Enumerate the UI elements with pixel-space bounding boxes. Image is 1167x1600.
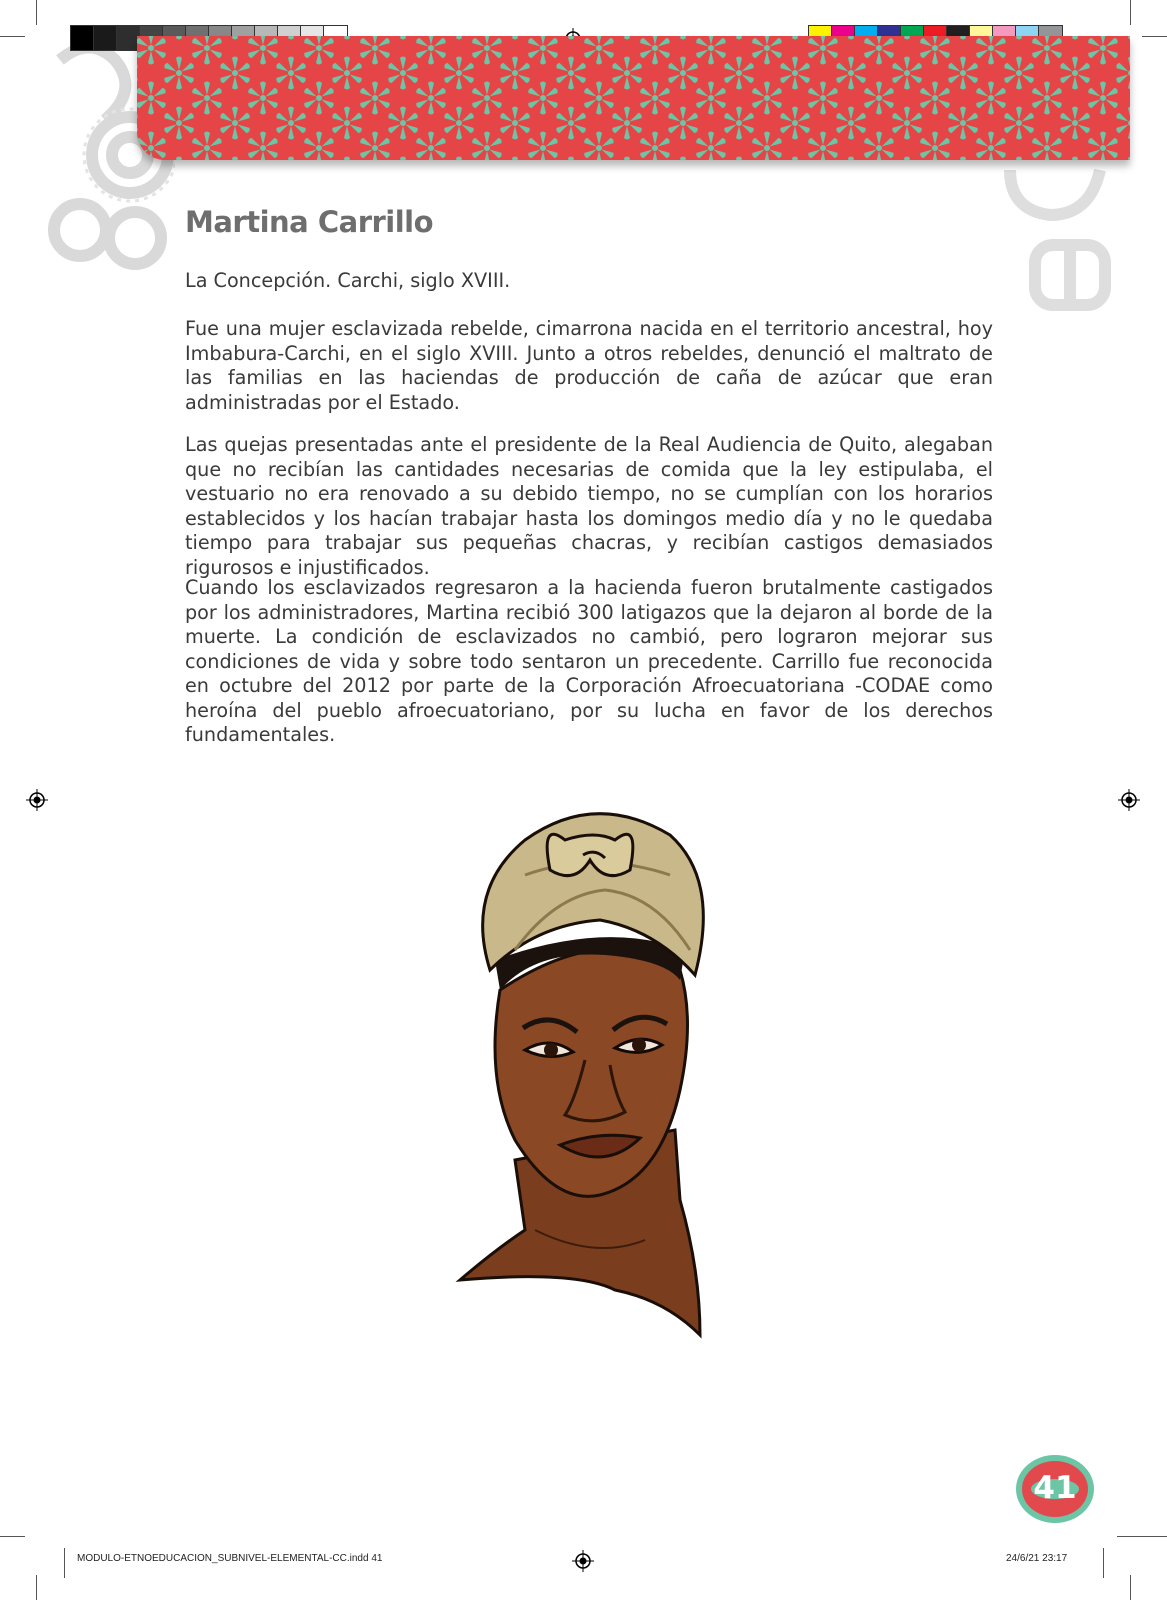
martina-carrillo-portrait: [455, 800, 735, 1340]
swirl-decoration-right: [1000, 160, 1140, 330]
crop-mark: [36, 1575, 37, 1600]
color-swatch: [94, 26, 117, 50]
footer-timestamp: 24/6/21 23:17: [1006, 1553, 1068, 1564]
crop-mark: [0, 36, 25, 37]
registration-mark-icon: [26, 789, 48, 811]
crop-mark: [1117, 1536, 1167, 1537]
crop-mark: [0, 1536, 25, 1537]
crop-mark: [64, 1548, 65, 1578]
paragraph-2: Las quejas presentadas ante el presidente de la Real Audiencia de Quito, alegaban que no recibían las cantidades necesarias de comida que la ley estipulaba, el vestuario no era renovado a su debido tiempo, no se cumplían con los horarios establecidos y los hacían trabajar hasta los domingos medio día y no le quedaba tiempo para trabajar sus pequeñas chacras, y recibían castigos demasiados rigurosos e injustificados.: [185, 433, 993, 579]
article-title: Martina Carrillo: [185, 205, 434, 239]
registration-mark-icon: [572, 1550, 594, 1572]
flower-pattern: [137, 36, 1130, 160]
header-banner: [137, 36, 1130, 160]
page-number: 41: [1033, 1470, 1077, 1506]
crop-mark: [1130, 1575, 1131, 1600]
crop-mark: [1103, 1548, 1104, 1578]
paragraph-3: Cuando los esclavizados regresaron a la hacienda fueron brutalmente castigados por los administradores, Martina recibió 300 latigazos que la dejaron al borde de la muerte. La condición de esclavizados no cambió, pero lograron mejorar sus condiciones de vida y sobre todo sentaron un precedente. Carrillo fue reconocida en octubre del 2012 por parte de la Corporación Afroecuatoriana -CODAE como heroína del pueblo afroecuatoriano, por su lucha en favor de los derechos fundamentales.: [185, 576, 993, 746]
crop-mark: [1130, 0, 1131, 25]
footer-filename: MODULO-ETNOEDUCACION_SUBNIVEL-ELEMENTAL-CC.indd 41: [77, 1553, 383, 1564]
article-subtitle: La Concepción. Carchi, siglo XVIII.: [185, 269, 511, 292]
registration-mark-icon: [1118, 789, 1140, 811]
color-swatch: [71, 26, 94, 50]
crop-mark: [1142, 36, 1167, 37]
paragraph-1: Fue una mujer esclavizada rebelde, cimarrona nacida en el territorio ancestral, hoy Imbabura-Carchi, en el siglo XVIII. Junto a otros rebeldes, denunció el maltrato de las familias en las haciendas de producción de caña de azúcar que eran administradas por el Estado.: [185, 317, 993, 414]
